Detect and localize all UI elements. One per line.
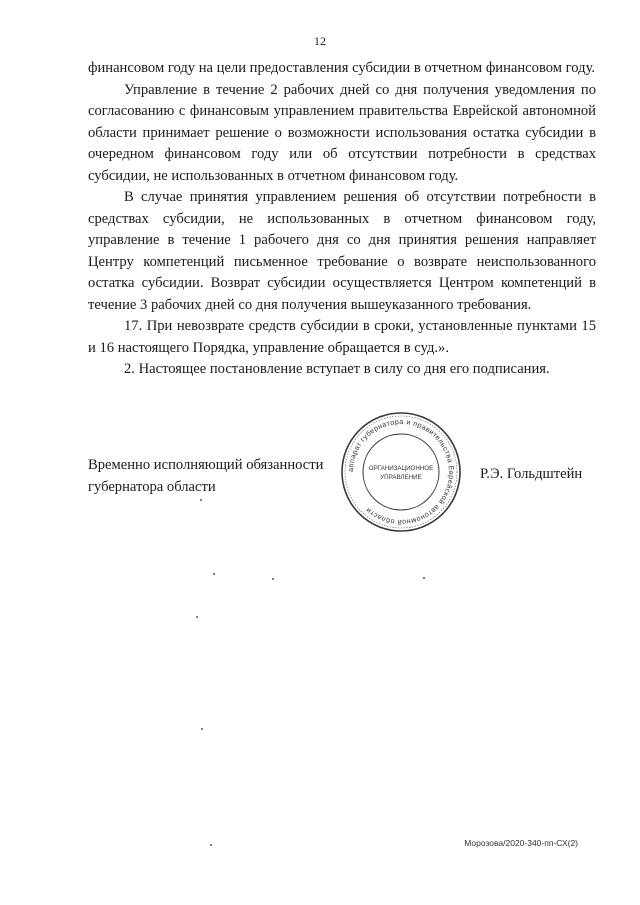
signatory-name: Р.Э. Гольдштейн bbox=[480, 466, 583, 482]
signatory-position-line2: губернатора области bbox=[88, 478, 216, 495]
scan-speck bbox=[201, 728, 203, 730]
scan-speck bbox=[272, 578, 274, 580]
scan-speck bbox=[196, 616, 198, 618]
seal-center-line2: УПРАВЛЕНИЕ bbox=[380, 474, 422, 481]
scan-speck bbox=[423, 577, 425, 579]
seal-ring-text: аппарат губернатора и правительства Еврейской автономной области bbox=[345, 416, 457, 528]
seal-center-line1: ОРГАНИЗАЦИОННОЕ bbox=[368, 465, 434, 472]
paragraph-return-requirement: В случае принятия управлением решения об отсутствии потребности в средствах субсидии, не использованных в отчетном финансовом году, управление в течение 1 рабочего дня со дня принятия решения направляет Центру компетенций письменное требование о возврате неиспользованного остатка субсидии. Возврат субсидии осуществляется Центром компетенций в течение 3 рабочих дней со дня получения вышеуказанного требования. bbox=[88, 189, 596, 313]
svg-text:аппарат губернатора и правител bbox=[346, 417, 456, 527]
signatory-position bbox=[88, 455, 323, 498]
scan-speck bbox=[200, 499, 202, 501]
document-reference: Морозова/2020-340-пп-СХ(2) bbox=[464, 838, 578, 848]
scan-speck bbox=[210, 844, 212, 846]
document-body bbox=[88, 58, 596, 381]
page-number: 12 bbox=[314, 34, 326, 48]
paragraph-continuation: финансовом году на цели предоставления субсидии в отчетном финансовом году. bbox=[88, 60, 596, 76]
official-seal bbox=[339, 410, 463, 534]
paragraph-item-17: 17. При невозврате средств субсидии в сроки, установленные пунктами 15 и 16 настоящего Порядка, управление обращается в суд.». bbox=[88, 318, 596, 356]
paragraph-effective-date: 2. Настоящее постановление вступает в силу со дня его подписания. bbox=[124, 361, 550, 377]
paragraph-decision: Управление в течение 2 рабочих дней со дня получения уведомления по согласованию с финансовым управлением правительства Еврейской автономной области принимает решение о возможности использования остатка субсидии в очередном финансовом году или об отсутствии потребности в средствах субсидии, не использованных в отчетном финансовом году. bbox=[88, 81, 596, 184]
signatory-position-line1: Временно исполняющий обязанности bbox=[88, 457, 324, 473]
scan-speck bbox=[213, 573, 215, 575]
